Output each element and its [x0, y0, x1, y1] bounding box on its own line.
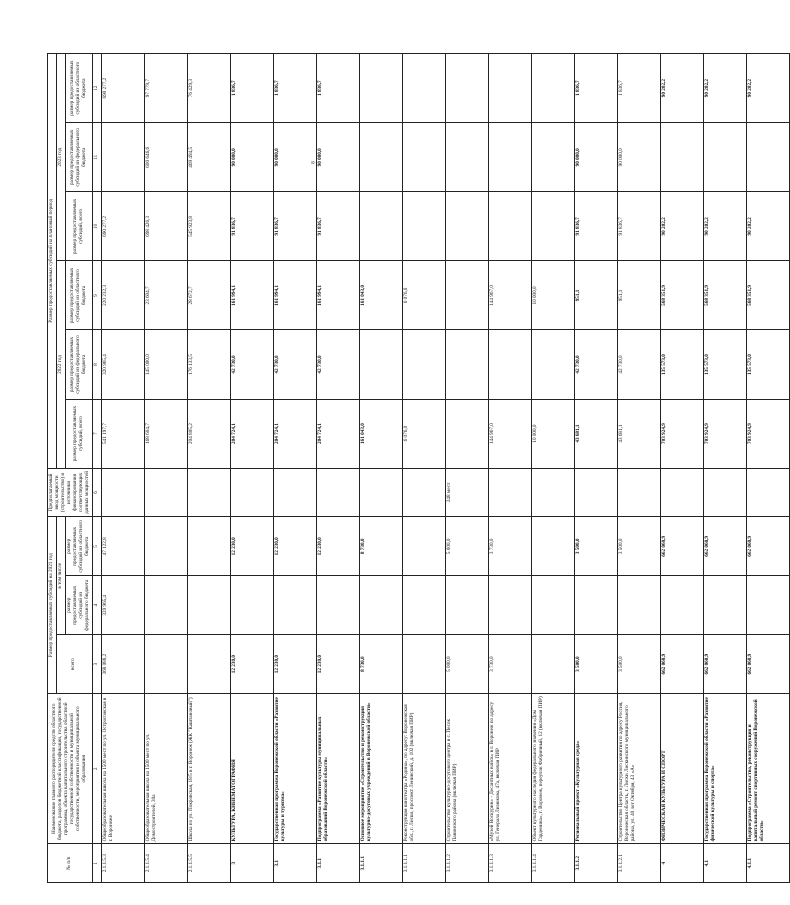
fed-2023-cell: 90 000,0	[230, 123, 273, 192]
capacity-cell	[402, 468, 445, 517]
total-2022-cell: 541 197,7	[101, 399, 144, 468]
obl-2021-cell: 47 122,8	[101, 517, 144, 576]
fed-2021-cell	[230, 576, 273, 635]
index-cell: 4	[92, 576, 101, 635]
column-index-row	[92, 54, 101, 883]
header-2021: Размер предоставляемых субсидий на 2021 год	[48, 517, 57, 694]
row-number-cell: 3.1.1.1.1	[402, 844, 445, 883]
fed-2023-cell	[488, 123, 531, 192]
obl-2023-cell: 97 779,7	[144, 54, 187, 123]
capacity-cell	[703, 468, 746, 517]
table-row	[187, 54, 230, 883]
total-2023-cell: 91 836,7	[273, 192, 316, 261]
index-cell: 8	[92, 330, 101, 399]
fed-2021-cell	[488, 576, 531, 635]
total-2023-cell: 90 202,2	[660, 192, 703, 261]
fed-2023-cell: 90 000,0	[574, 123, 617, 192]
total-2021-cell: 12 230,0	[273, 635, 316, 694]
fed-2021-cell	[746, 576, 789, 635]
fed-2022-cell: 135 573,0	[703, 330, 746, 399]
obl-2023-cell: 1 836,7	[230, 54, 273, 123]
obl-2021-cell: 662 060,9	[660, 517, 703, 576]
header-obl-2022: размер предоставляемых субсидий из областного бюджета	[65, 261, 92, 330]
header-plan: Размер предоставляемых субсидий на плановый период	[48, 54, 57, 469]
index-cell: 2	[92, 694, 101, 844]
fed-2023-cell	[445, 123, 488, 192]
total-2021-cell: 5 000,0	[445, 635, 488, 694]
obl-2023-cell: 1 836,7	[574, 54, 617, 123]
index-cell: 10	[92, 192, 101, 261]
table-row	[746, 54, 789, 883]
table-row	[445, 54, 488, 883]
row-name-cell: «Музей Воскурин» - Десантных войск» в г. Воронеж по адресу ул. Генерала Лизюкова, 47а, включая ПИР	[488, 694, 531, 844]
fed-2023-cell	[402, 123, 445, 192]
total-2022-cell: 144 967,0	[488, 399, 531, 468]
obl-2022-cell: 161 994,1	[273, 261, 316, 330]
obl-2023-cell: 90 202,2	[746, 54, 789, 123]
obl-2021-cell	[531, 517, 574, 576]
fed-2023-cell	[359, 123, 402, 192]
row-number-cell: 4.1	[703, 844, 746, 883]
fed-2021-cell	[703, 576, 746, 635]
capacity-cell	[316, 468, 359, 517]
row-number-cell: 2.1.1.5.4	[144, 844, 187, 883]
capacity-cell	[359, 468, 402, 517]
index-cell: 12	[92, 54, 101, 123]
total-2022-cell: 703 924,9	[703, 399, 746, 468]
total-2021-cell: 662 060,9	[660, 635, 703, 694]
total-2021-cell	[402, 635, 445, 694]
fed-2022-cell: 42 730,0	[273, 330, 316, 399]
fed-2023-cell: 469 494,5	[187, 123, 230, 192]
total-2023-cell: 91 836,7	[617, 192, 660, 261]
fed-2022-cell: 42 730,0	[230, 330, 273, 399]
obl-2021-cell	[187, 517, 230, 576]
total-2023-cell: 90 202,2	[703, 192, 746, 261]
obl-2022-cell: 23 604,7	[144, 261, 187, 330]
row-number-cell: 3	[230, 844, 273, 883]
row-number-cell: 3.1.1.1	[359, 844, 402, 883]
table-row	[273, 54, 316, 883]
total-2022-cell: 43 681,1	[617, 399, 660, 468]
table-row	[617, 54, 660, 883]
fed-2023-cell: 90 000,0	[316, 123, 359, 192]
capacity-cell	[144, 468, 187, 517]
fed-2021-cell	[144, 576, 187, 635]
total-2022-cell: 161 043,0	[359, 399, 402, 468]
rotated-page	[47, 53, 765, 883]
obl-2022-cell: 161 994,1	[316, 261, 359, 330]
fed-2022-cell: 42 730,0	[617, 330, 660, 399]
index-cell: 1	[92, 844, 101, 883]
header-num: № п/п	[48, 844, 93, 883]
row-name-cell: Подпрограмма «Строительство, реконструкция и капитальный ремонт спортивных сооружений Воронежской области»	[746, 694, 789, 844]
total-2023-cell: 690 277,2	[101, 192, 144, 261]
capacity-cell	[617, 468, 660, 517]
table-row	[531, 54, 574, 883]
total-2023-cell: 91 836,7	[230, 192, 273, 261]
fed-2021-cell	[445, 576, 488, 635]
table-row	[703, 54, 746, 883]
total-2023-cell: 545 923,8	[187, 192, 230, 261]
header-2022: 2022 год	[56, 261, 65, 468]
row-name-cell: Государственная программа Воронежской области «Развитие культуры и туризма»	[273, 694, 316, 844]
total-2023-cell	[488, 192, 531, 261]
total-2021-cell: 3 500,0	[617, 635, 660, 694]
obl-2022-cell: 951,1	[617, 261, 660, 330]
obl-2023-cell	[359, 54, 402, 123]
fed-2022-cell: 42 730,0	[316, 330, 359, 399]
table-row	[402, 54, 445, 883]
fed-2022-cell	[531, 330, 574, 399]
fed-2023-cell: 600 646,6	[144, 123, 187, 192]
fed-2023-cell	[531, 123, 574, 192]
obl-2021-cell	[402, 517, 445, 576]
obl-2023-cell	[531, 54, 574, 123]
row-name-cell: Общеобразовательная школа на 1500 мест по ул. Острогожская в г. Воронеже	[101, 694, 144, 844]
table-body	[101, 54, 789, 883]
row-name-cell: Объект культурного наследия федерального значения «Дом Гарденина», г. Воронеж, переулок Фабричный, 12 (включая ПИР)	[531, 694, 574, 844]
row-number-cell: 3.1.1	[316, 844, 359, 883]
table-row	[316, 54, 359, 883]
fed-2022-cell: 145 000,0	[144, 330, 187, 399]
obl-2021-cell: 8 730,0	[359, 517, 402, 576]
row-number-cell: 3.1.1.1.4	[531, 844, 574, 883]
total-2021-cell: 662 060,9	[746, 635, 789, 694]
fed-2021-cell	[531, 576, 574, 635]
obl-2023-cell: 1 836,7	[316, 54, 359, 123]
table-row	[230, 54, 273, 883]
obl-2022-cell	[445, 261, 488, 330]
obl-2022-cell: 161 043,0	[359, 261, 402, 330]
obl-2022-cell: 951,1	[574, 261, 617, 330]
page-number: 8	[308, 161, 314, 164]
obl-2021-cell: 5 000,0	[445, 517, 488, 576]
fed-2022-cell: 42 730,0	[574, 330, 617, 399]
row-number-cell: 3.1.1.2	[574, 844, 617, 883]
row-name-cell: Строительство культурно-досугового центра в с. Песок Панинского района (включая ПИР)	[445, 694, 488, 844]
header-total-2023: размер предоставляемых субсидий, всего	[65, 192, 92, 261]
row-number-cell: 4	[660, 844, 703, 883]
row-number-cell: 4.1.1	[746, 844, 789, 883]
fed-2023-cell: 90 000,0	[273, 123, 316, 192]
header-obl-2023: размер предоставляемых субсидий из областного бюджета	[65, 54, 92, 123]
total-2021-cell	[187, 635, 230, 694]
fed-2023-cell	[703, 123, 746, 192]
fed-2021-cell	[273, 576, 316, 635]
fed-2022-cell: 135 573,0	[660, 330, 703, 399]
row-name-cell: Реконструкция кинотеатра «Родина», по адресу: Воронежская обл., г. Лиски, проспект Ленинский, д. 102 (включая ПИР)	[402, 694, 445, 844]
obl-2021-cell: 662 060,9	[703, 517, 746, 576]
header-name: Наименование главного распорядителя средств областного бюджета, разделов бюджетной классификации, государственной программы, объекта капитального строительства областной государственной собственности и муниципальной собственности, мероприятия и объекта муниципального образования	[48, 694, 93, 844]
table-header	[48, 54, 102, 883]
obl-2023-cell: 1 836,7	[273, 54, 316, 123]
header-fed-2021: размер предоставляемых субсидий из федерального бюджета	[65, 576, 92, 635]
fed-2022-cell: 135 573,0	[746, 330, 789, 399]
fed-2022-cell	[488, 330, 531, 399]
fed-2022-cell	[445, 330, 488, 399]
header-obl-2021: размер предоставляемых субсидий из областного бюджета	[65, 517, 92, 576]
total-2022-cell: 6 076,0	[402, 399, 445, 468]
obl-2022-cell: 144 967,0	[488, 261, 531, 330]
obl-2022-cell: 10 000,0	[531, 261, 574, 330]
obl-2021-cell: 3 730,0	[488, 517, 531, 576]
total-2021-cell: 12 230,0	[230, 635, 273, 694]
capacity-cell	[660, 468, 703, 517]
row-name-cell: КУЛЬТУРА, КИНЕМАТОГРАФИЯ	[230, 694, 273, 844]
total-2023-cell: 91 836,7	[316, 192, 359, 261]
header-capacity: Предполагаемый ввод мощности (строительство) и источники финансирования соответствующих данных мощностей	[48, 468, 93, 517]
header-total-2022: размер предоставляемых субсидий, всего	[65, 399, 92, 468]
fed-2021-cell	[660, 576, 703, 635]
total-2022-cell: 204 724,1	[273, 399, 316, 468]
total-2022-cell: 204 724,1	[230, 399, 273, 468]
index-cell: 7	[92, 399, 101, 468]
row-name-cell: Региональный проект «Культурная среда»	[574, 694, 617, 844]
fed-2023-cell: 90 000,0	[617, 123, 660, 192]
header-fed-2023: размер предоставляемых субсидий из федерального бюджета	[65, 123, 92, 192]
obl-2021-cell: 662 060,9	[746, 517, 789, 576]
capacity-cell: 248 мест	[445, 468, 488, 517]
table-row	[488, 54, 531, 883]
obl-2022-cell: 6 076,0	[402, 261, 445, 330]
obl-2023-cell	[402, 54, 445, 123]
fed-2021-cell	[187, 576, 230, 635]
header-total: всего	[56, 635, 92, 694]
row-name-cell: Основное мероприятие «Строительство и реконструкция культурно-досуговых учреждений в Воронежской области»	[359, 694, 402, 844]
row-number-cell: 3.1.1.1.3	[488, 844, 531, 883]
row-name-cell: Общеобразовательная школа на 1500 мест по ул. Домостроителей, 30а	[144, 694, 187, 844]
fed-2021-cell	[316, 576, 359, 635]
table-row	[574, 54, 617, 883]
obl-2021-cell	[144, 517, 187, 576]
total-2022-cell: 703 924,9	[746, 399, 789, 468]
obl-2021-cell: 3 500,0	[617, 517, 660, 576]
total-2022-cell: 10 000,0	[531, 399, 574, 468]
total-2023-cell: 698 426,3	[144, 192, 187, 261]
total-2021-cell: 662 060,9	[703, 635, 746, 694]
total-2021-cell	[144, 635, 187, 694]
total-2022-cell: 43 681,1	[574, 399, 617, 468]
fed-2021-cell: 320 965,4	[101, 576, 144, 635]
obl-2022-cell: 161 994,1	[230, 261, 273, 330]
row-name-cell: Строительство Центра культурного развития по адресу Россия, Воронежская область, г. Лиски Лискинского муниципального района, ул. 40 лет Октября, 43 «А»	[617, 694, 660, 844]
header-of-which: в том числе	[56, 517, 65, 635]
total-2021-cell: 3 500,0	[574, 635, 617, 694]
obl-2023-cell: 90 202,2	[660, 54, 703, 123]
table-row	[101, 54, 144, 883]
obl-2021-cell: 12 230,0	[230, 517, 273, 576]
table-row	[144, 54, 187, 883]
capacity-cell	[187, 468, 230, 517]
fed-2022-cell	[402, 330, 445, 399]
total-2023-cell	[531, 192, 574, 261]
total-2021-cell: 368 088,2	[101, 635, 144, 694]
capacity-cell	[574, 468, 617, 517]
obl-2023-cell: 90 202,2	[703, 54, 746, 123]
fed-2023-cell	[746, 123, 789, 192]
total-2022-cell: 204 805,2	[187, 399, 230, 468]
row-name-cell: Подпрограмма «Развитие культуры муниципальных образований Воронежской области»	[316, 694, 359, 844]
row-number-cell: 3.1	[273, 844, 316, 883]
fed-2021-cell	[359, 576, 402, 635]
capacity-cell	[531, 468, 574, 517]
row-name-cell: ФИЗИЧЕСКАЯ КУЛЬТУРА И СПОРТ	[660, 694, 703, 844]
index-cell: 3	[92, 635, 101, 694]
header-fed-2022: размер предоставляемых субсидий из федерального бюджета	[65, 330, 92, 399]
total-2022-cell: 204 724,1	[316, 399, 359, 468]
index-cell: 9	[92, 261, 101, 330]
index-cell: 11	[92, 123, 101, 192]
obl-2022-cell: 220 232,3	[101, 261, 144, 330]
fed-2022-cell: 176 133,5	[187, 330, 230, 399]
row-number-cell: 2.1.1.5.3	[101, 844, 144, 883]
capacity-cell	[273, 468, 316, 517]
total-2022-cell: 703 924,9	[660, 399, 703, 468]
header-2023: 2023 год	[56, 54, 65, 261]
fed-2021-cell	[574, 576, 617, 635]
total-2023-cell: 91 836,7	[574, 192, 617, 261]
total-2023-cell: 90 202,2	[746, 192, 789, 261]
obl-2022-cell: 568 351,9	[746, 261, 789, 330]
index-cell: 6	[92, 468, 101, 517]
row-name-cell: Государственная программа Воронежской области «Развитие физической культуры и спорта»	[703, 694, 746, 844]
total-2021-cell: 8 730,0	[359, 635, 402, 694]
obl-2021-cell: 3 500,0	[574, 517, 617, 576]
fed-2021-cell	[402, 576, 445, 635]
total-2023-cell	[359, 192, 402, 261]
obl-2022-cell: 568 351,9	[703, 261, 746, 330]
obl-2023-cell	[445, 54, 488, 123]
fed-2022-cell: 320 965,4	[101, 330, 144, 399]
total-2022-cell: 168 604,7	[144, 399, 187, 468]
fed-2022-cell	[359, 330, 402, 399]
index-cell: 5	[92, 517, 101, 576]
table-row	[660, 54, 703, 883]
row-number-cell: 3.1.1.2.1	[617, 844, 660, 883]
row-name-cell: Школа по ул. Покровская, 18/5 в г. Воронеж (ЖК "Каштановый")	[187, 694, 230, 844]
total-2022-cell	[445, 399, 488, 468]
capacity-cell	[230, 468, 273, 517]
fed-2021-cell	[617, 576, 660, 635]
total-2023-cell	[445, 192, 488, 261]
obl-2023-cell: 690 277,2	[101, 54, 144, 123]
obl-2023-cell: 76 429,3	[187, 54, 230, 123]
row-number-cell: 3.1.1.1.2	[445, 844, 488, 883]
obl-2022-cell: 568 351,9	[660, 261, 703, 330]
capacity-cell	[746, 468, 789, 517]
total-2021-cell: 12 230,0	[316, 635, 359, 694]
total-2021-cell: 3 730,0	[488, 635, 531, 694]
obl-2022-cell: 28 672,7	[187, 261, 230, 330]
capacity-cell	[488, 468, 531, 517]
capacity-cell	[101, 468, 144, 517]
row-number-cell: 2.1.1.5.5	[187, 844, 230, 883]
table-row	[359, 54, 402, 883]
obl-2021-cell: 12 230,0	[273, 517, 316, 576]
total-2023-cell	[402, 192, 445, 261]
obl-2023-cell	[488, 54, 531, 123]
subsidy-table	[47, 53, 790, 883]
fed-2023-cell	[660, 123, 703, 192]
obl-2021-cell: 12 230,0	[316, 517, 359, 576]
fed-2023-cell	[101, 123, 144, 192]
obl-2023-cell: 1 836,7	[617, 54, 660, 123]
total-2021-cell	[531, 635, 574, 694]
